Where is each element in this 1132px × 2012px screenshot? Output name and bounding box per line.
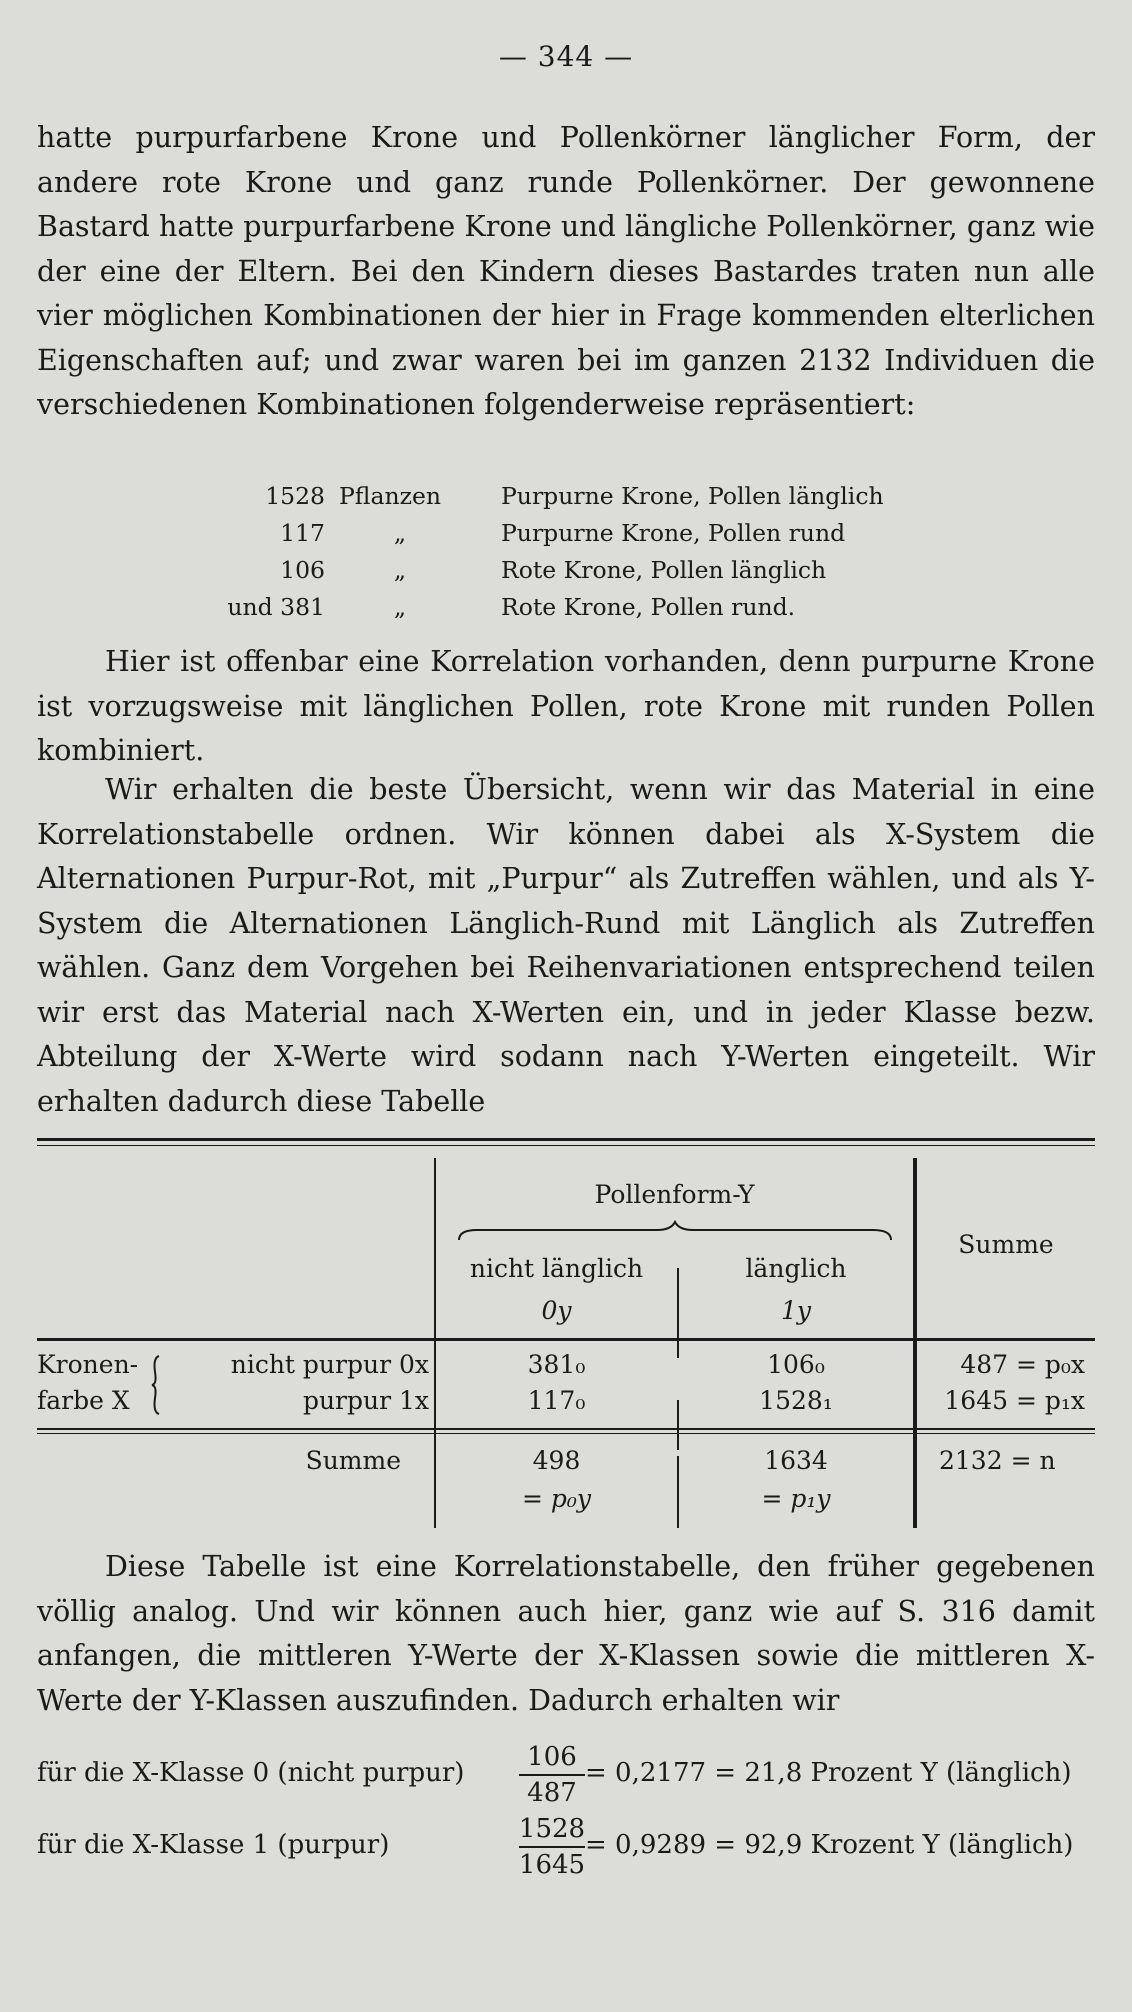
row-group-label-1: Kronen-	[37, 1350, 139, 1379]
formula-label: für die X-Klasse 1 (purpur)	[37, 1830, 390, 1860]
formula-denominator: 1645	[518, 1850, 586, 1880]
cell-purpur-laenglich: 1528₁	[759, 1386, 833, 1415]
cell-purpur-summe: 1645 = p₁x	[944, 1386, 1085, 1415]
cell-nicht-purpur-nicht-laenglich: 381₀	[527, 1350, 586, 1379]
sum-laenglich-symbol: = p₁y	[761, 1484, 831, 1513]
cell-purpur-nicht-laenglich: 117₀	[527, 1386, 586, 1415]
row-group-label-2: farbe X	[37, 1386, 130, 1415]
counts-description: Purpurne Krone, Pollen länglich	[501, 482, 884, 510]
counts-prefix: und	[227, 593, 273, 621]
formula-result: = 0,2177 = 21,8 Prozent Y (länglich)	[585, 1758, 1072, 1788]
formula-numerator: 106	[527, 1742, 577, 1772]
counts-row	[180, 589, 884, 626]
col-laenglich-code: 1y	[780, 1296, 812, 1325]
col-summe: Summe	[958, 1230, 1054, 1259]
sum-laenglich: 1634	[764, 1446, 828, 1475]
table-top-rule-thin	[37, 1145, 1095, 1146]
sum-nicht-laenglich: 498	[532, 1446, 581, 1475]
col-nicht-laenglich: nicht länglich	[469, 1254, 644, 1283]
counts-row	[180, 515, 884, 552]
row-brace	[149, 1354, 163, 1416]
paragraph-2-text: Hier ist offenbar eine Korrelation vorhanden, denn purpurne Krone ist vorzugsweise mit länglichen Pollen, rote Krone mit runden Pollen kombiniert.	[37, 645, 1095, 767]
paragraph-2	[37, 640, 1095, 774]
formula-denominator: 487	[527, 1778, 577, 1808]
pollenform-header: Pollenform-Y	[594, 1180, 755, 1209]
formula-fraction	[517, 1740, 587, 1810]
counts-description: Rote Krone, Pollen rund.	[501, 593, 796, 621]
paragraph-3	[37, 768, 1095, 1124]
counts-unit: Pflanzen	[339, 482, 442, 510]
table-top-rule	[37, 1138, 1095, 1141]
paragraph-1	[37, 116, 1095, 428]
counts-number: 381	[280, 593, 325, 621]
cell-nicht-purpur-laenglich: 106₀	[767, 1350, 825, 1379]
sum-row-label: Summe	[305, 1446, 401, 1475]
paragraph-1-text: hatte purpurfarbene Krone und Pollenkörner länglicher Form, der andere rote Krone und ganz runde Pollenkörner. Der gewonnene Bastard hatte purpurfarbene Krone und längliche Pollenkörner, ganz wie der eine der Eltern. Bei den Kindern dieses Bastardes traten nun alle vier möglichen Kombinationen der hier in Frage kommenden elterlichen Eigenschaften auf; und zwar waren bei im ganzen 2132 Individuen die verschiedenen Kombinationen folgenderweise repräsentiert:	[37, 121, 1095, 421]
row-label-nicht-purpur: nicht purpur 0x	[230, 1350, 429, 1379]
counts-number: 117	[280, 519, 325, 547]
paragraph-4-text: Diese Tabelle ist eine Korrelationstabelle, den früher gegebenen völlig analog. Und wir können auch hier, ganz wie auf S. 316 damit anfangen, die mittleren Y-Werte der X-Klassen sowie die mittleren X-Werte der Y-Klassen auszufinden. Dadurch erhalten wir	[37, 1550, 1095, 1717]
formula-result: = 0,9289 = 92,9 Krozent Y (länglich)	[585, 1830, 1074, 1860]
counts-number: 106	[280, 556, 325, 584]
paragraph-4	[37, 1545, 1095, 1723]
paragraph-3-text: Wir erhalten die beste Übersicht, wenn wir das Material in eine Korrelationstabelle ordnen. Wir können dabei als X-System die Alternationen Purpur-Rot, mit „Purpur“ als Zutreffen wählen, und als Y-System die Alternationen Länglich-Rund mit Länglich als Zutreffen wählen. Ganz dem Vorgehen bei Reihenvariationen entsprechend teilen wir erst das Material nach X-Werten ein, und in jeder Klasse bezw. Abteilung der X-Werte wird sodann nach Y-Werten eingeteilt. Wir erhalten dadurch diese Tabelle	[37, 773, 1095, 1118]
row-label-purpur: purpur 1x	[302, 1386, 429, 1415]
page-number: — 344 —	[498, 40, 634, 73]
table-header-rule	[37, 1338, 1095, 1341]
counts-unit: „	[393, 556, 407, 584]
counts-list	[180, 478, 884, 626]
counts-unit: „	[393, 593, 407, 621]
sum-total: 2132 = n	[939, 1446, 1056, 1475]
counts-row	[180, 552, 884, 589]
table-sum-rule-thin	[37, 1433, 1095, 1434]
counts-description: Rote Krone, Pollen länglich	[501, 556, 827, 584]
group-brace	[457, 1220, 893, 1244]
sum-nicht-laenglich-symbol: = p₀y	[521, 1484, 592, 1513]
cell-nicht-purpur-summe: 487 = p₀x	[960, 1350, 1085, 1379]
correlation-table	[37, 1138, 1095, 1538]
counts-unit: „	[393, 519, 407, 547]
formula-label: für die X-Klasse 0 (nicht purpur)	[37, 1758, 465, 1788]
col-laenglich: länglich	[745, 1254, 847, 1283]
counts-description: Purpurne Krone, Pollen rund	[501, 519, 846, 547]
formula-row	[37, 1812, 1095, 1882]
col-nicht-laenglich-code: 0y	[541, 1296, 572, 1325]
formula-fraction	[517, 1812, 587, 1882]
table-sum-rule	[37, 1428, 1095, 1430]
formula-row	[37, 1740, 1095, 1810]
counts-row	[180, 478, 884, 515]
counts-number: 1528	[265, 482, 325, 510]
formula-numerator: 1528	[518, 1814, 586, 1844]
